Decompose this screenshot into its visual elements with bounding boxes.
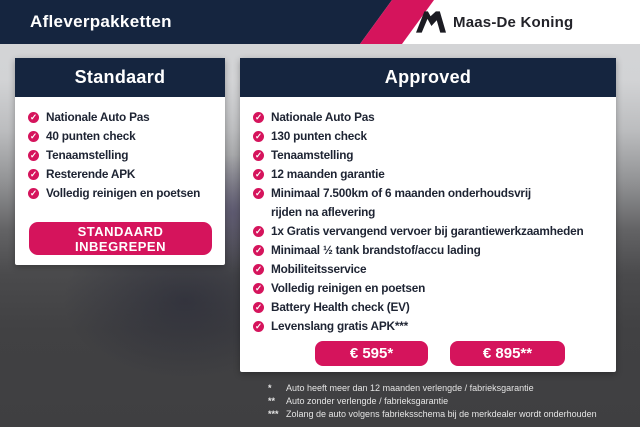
check-icon [253, 169, 264, 180]
list-item [253, 279, 606, 298]
check-icon [28, 169, 39, 180]
item-text: Nationale Auto Pas [46, 110, 150, 124]
card-standaard-list [15, 97, 225, 203]
top-bar [0, 0, 640, 44]
check-icon [28, 150, 39, 161]
check-icon [253, 150, 264, 161]
card-approved-title: Approved [240, 58, 616, 97]
list-item [28, 165, 215, 184]
list-item [253, 127, 606, 146]
check-icon [28, 112, 39, 123]
footnote-text: Auto heeft meer dan 12 maanden verlengde / fabrieksgarantie [286, 383, 534, 393]
check-icon [253, 226, 264, 237]
list-item [28, 146, 215, 165]
check-icon [253, 112, 264, 123]
check-icon [253, 264, 264, 275]
item-text: 12 maanden garantie [271, 167, 385, 181]
list-item [253, 260, 606, 279]
check-icon [28, 188, 39, 199]
item-text: Tenaamstelling [46, 148, 129, 162]
card-approved [240, 58, 616, 372]
footnote-marker: ** [268, 396, 276, 406]
item-text: Nationale Auto Pas [271, 110, 375, 124]
list-item [28, 108, 215, 127]
item-text: Battery Health check (EV) [271, 300, 410, 314]
check-icon [28, 131, 39, 142]
item-text: 130 punten check [271, 129, 367, 143]
item-text: Tenaamstelling [271, 148, 354, 162]
footnote-marker: *** [268, 409, 279, 419]
item-text-line2: rijden na aflevering [271, 205, 376, 219]
footnote [268, 395, 628, 408]
list-item [28, 184, 215, 203]
check-icon [253, 302, 264, 313]
check-icon [253, 321, 264, 332]
standaard-inbegrepen-button[interactable]: STANDAARD INBEGREPEN [29, 222, 212, 255]
check-icon [253, 245, 264, 256]
footnote-text: Auto zonder verlengde / fabrieksgarantie [286, 396, 449, 406]
item-text: Resterende APK [46, 167, 136, 181]
item-text: Volledig reinigen en poetsen [271, 281, 426, 295]
item-text: Minimaal 7.500km of 6 maanden onderhoudsvrij [271, 186, 531, 200]
list-item [253, 317, 606, 336]
check-icon [253, 188, 264, 199]
footnote-text: Zolang de auto volgens fabrieksschema bij de merkdealer wordt onderhouden [286, 409, 597, 419]
card-standaard-title: Standaard [15, 58, 225, 97]
list-item [253, 184, 606, 222]
list-item [253, 222, 606, 241]
item-text: Levenslang gratis APK*** [271, 319, 409, 333]
price-895-button[interactable]: € 895** [450, 341, 565, 366]
maas-de-koning-logo-icon [416, 11, 446, 33]
item-text: 40 punten check [46, 129, 136, 143]
list-item [253, 108, 606, 127]
card-standaard [15, 58, 225, 265]
check-icon [253, 283, 264, 294]
check-icon [253, 131, 264, 142]
footnote [268, 382, 628, 395]
item-text: Volledig reinigen en poetsen [46, 186, 201, 200]
footnote-marker: * [268, 383, 272, 393]
item-text: Minimaal ½ tank brandstof/accu lading [271, 243, 481, 257]
list-item [253, 165, 606, 184]
footnotes [268, 382, 628, 421]
list-item [253, 298, 606, 317]
list-item [28, 127, 215, 146]
list-item [253, 241, 606, 260]
item-text: 1x Gratis vervangend vervoer bij garantiewerkzaamheden [271, 224, 584, 238]
price-595-button[interactable]: € 595* [315, 341, 428, 366]
list-item [253, 146, 606, 165]
footnote [268, 408, 628, 421]
page-title: Afleverpakketten [30, 12, 172, 31]
brand-name: Maas-De Koning [453, 13, 574, 31]
card-approved-list [240, 97, 616, 336]
item-text: Mobiliteitsservice [271, 262, 367, 276]
brand-logo [416, 0, 573, 44]
